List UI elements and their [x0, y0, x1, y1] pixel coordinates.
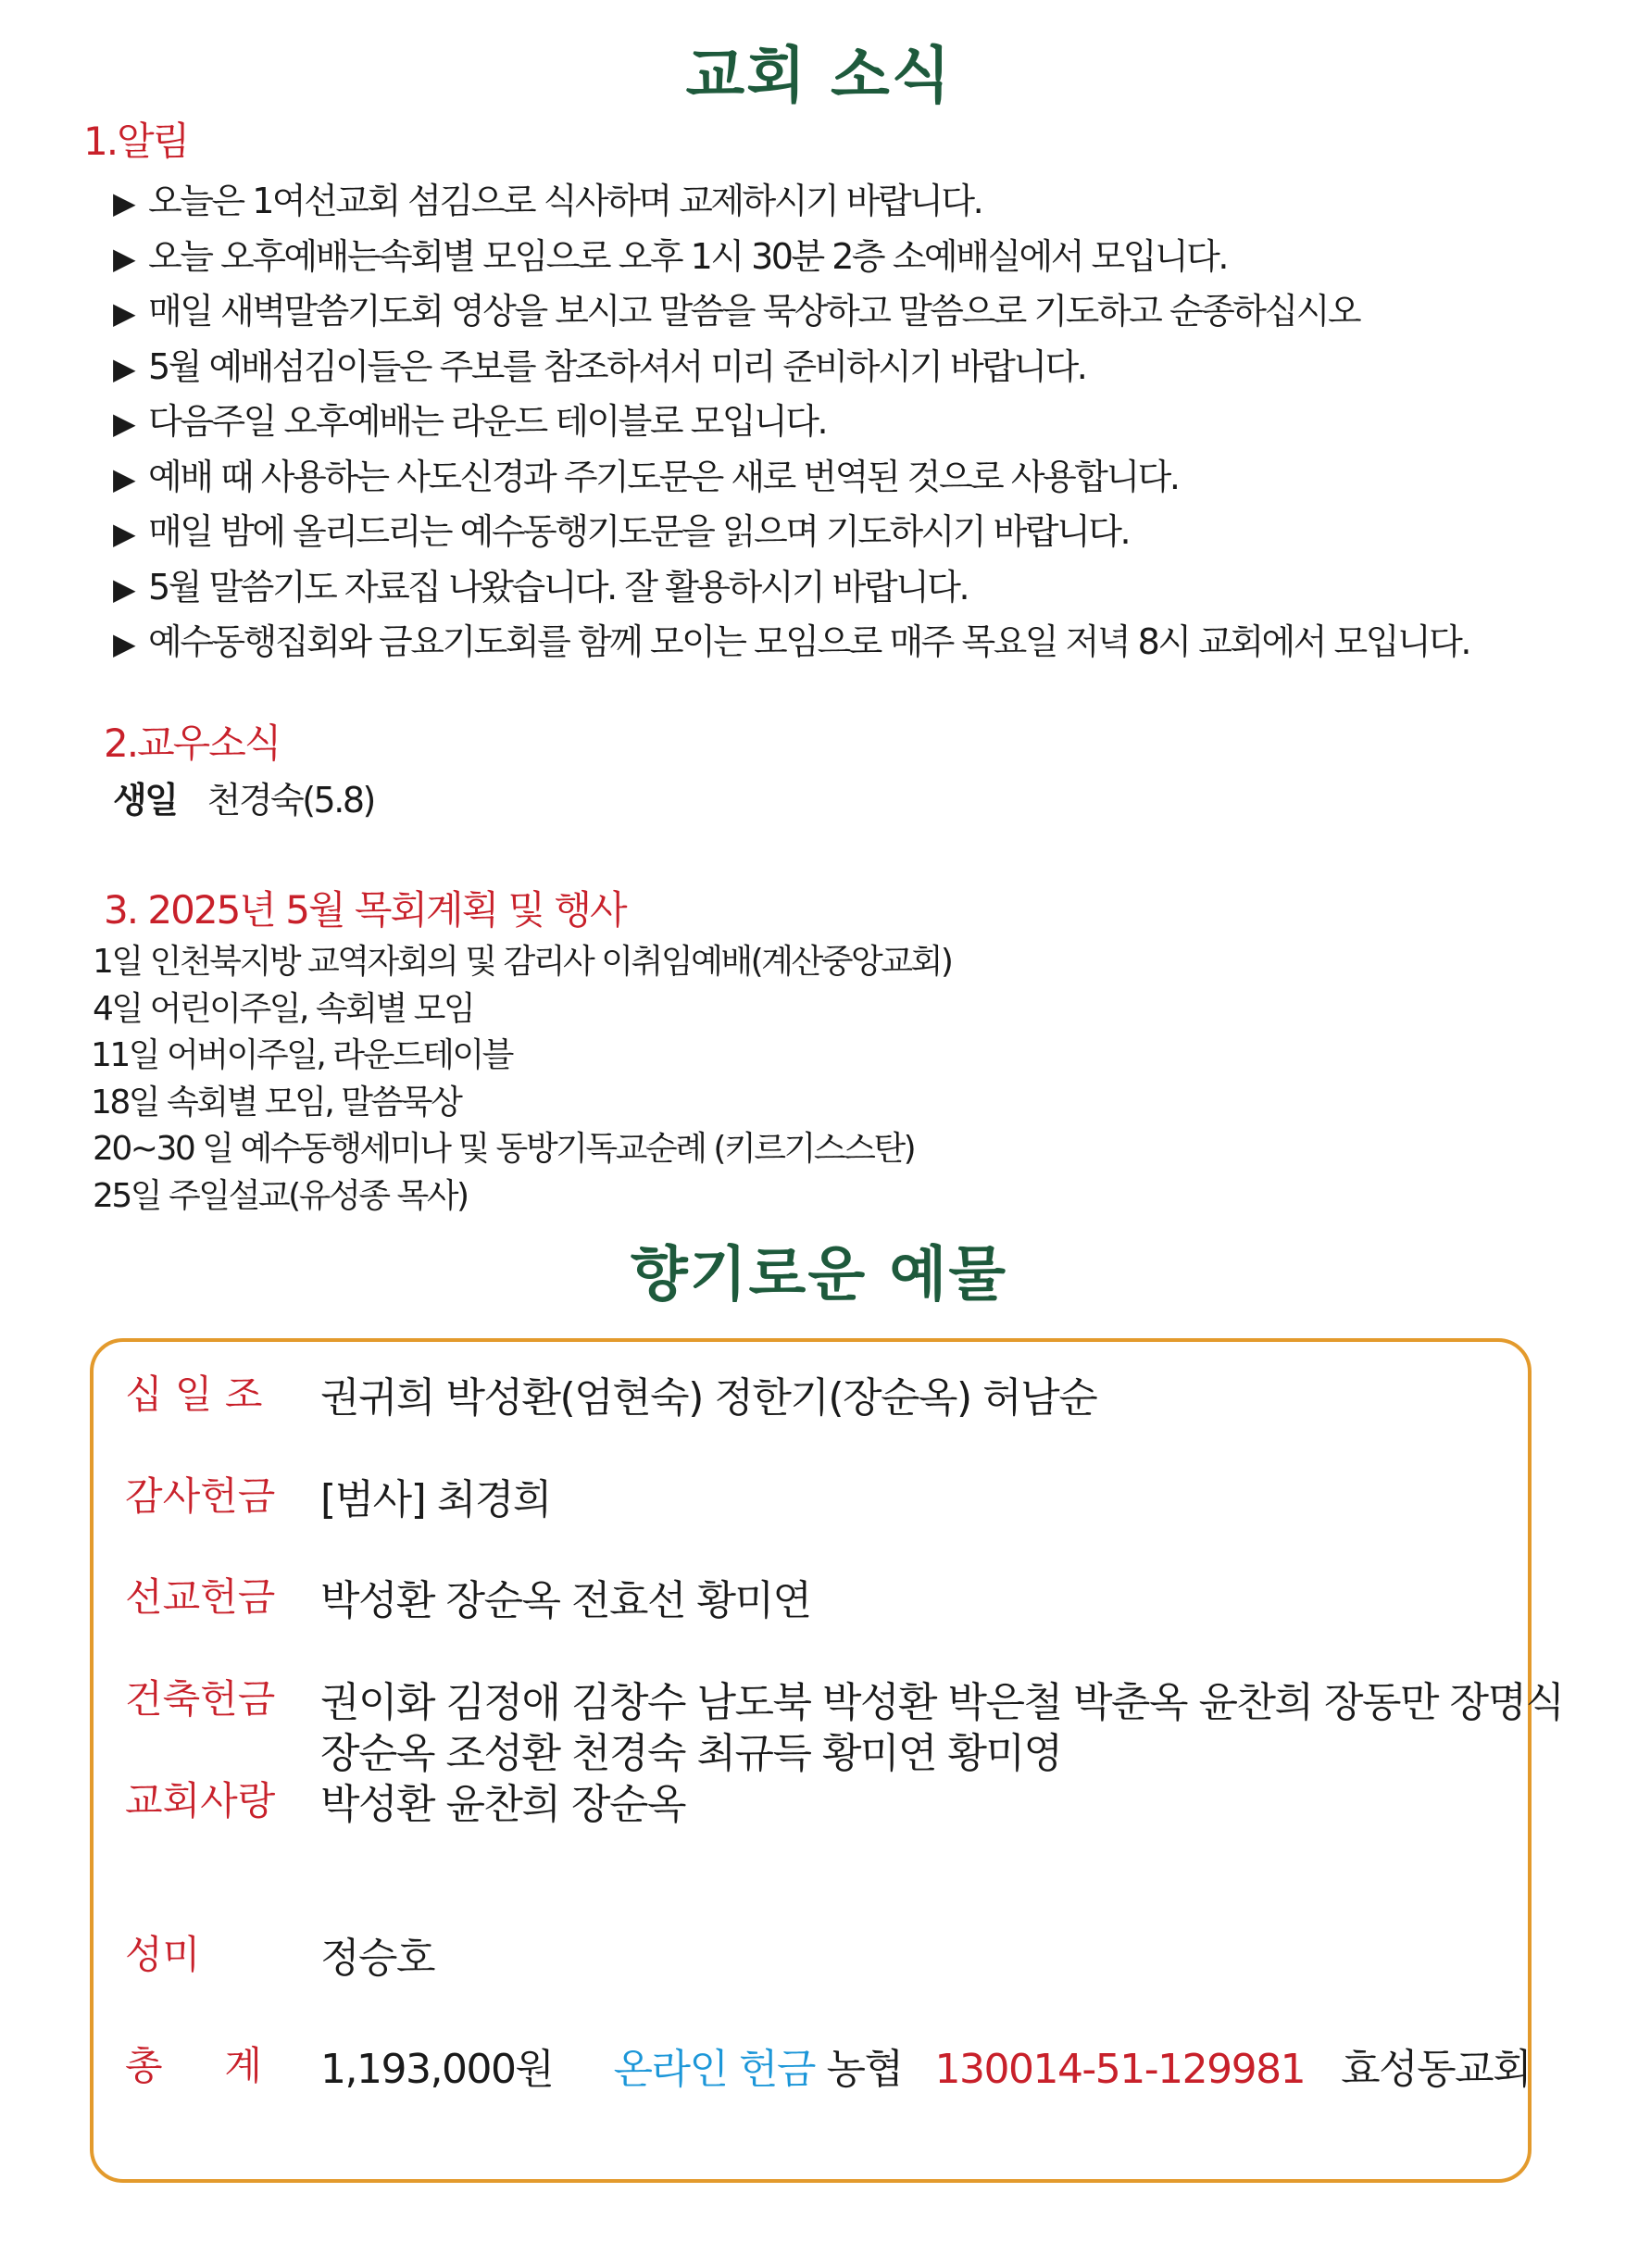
building-text-line1: 권이화 김정애 김창수 남도북 박성환 박은철 박춘옥 윤찬희 장동만 장명식: [320, 1679, 1564, 1726]
mission-text: 박성환 장순옥 전효선 황미연: [320, 1577, 811, 1624]
birthday-text: 천경숙(5.8): [206, 780, 374, 821]
church-love-label: 교회사랑: [125, 1778, 276, 1823]
notice-item: [113, 338, 1085, 389]
triangle-right-icon: ▶: [113, 185, 134, 220]
offering-title: 향기로운 예물: [630, 1241, 1008, 1309]
plan-item: 25일 주일설교(유성종 목사): [93, 1176, 468, 1215]
birthday-row: [113, 771, 374, 822]
triangle-right-icon: ▶: [113, 406, 134, 441]
notice-item-text: 5월 말씀기도 자료집 나왔습니다. 잘 활용하시기 바랍니다.: [148, 566, 969, 608]
notice-item: [113, 613, 1469, 664]
account-number: 130014-51-129981: [934, 2046, 1306, 2093]
notice-item-text: 매일 밤에 올리드리는 예수동행기도문을 읽으며 기도하시기 바랍니다.: [148, 511, 1130, 552]
thanks-text: [범사] 최경희: [320, 1476, 551, 1523]
notice-item: [113, 558, 968, 609]
notice-item-text: 5월 예배섬김이들은 주보를 참조하셔서 미리 준비하시기 바랍니다.: [148, 345, 1086, 387]
notice-heading: 1.알림: [83, 119, 189, 164]
triangle-right-icon: ▶: [113, 350, 134, 386]
total-amount: 1,193,000원: [320, 2046, 554, 2093]
plan-item: 11일 어버이주일, 라운드테이블: [91, 1036, 512, 1074]
notice-item-text: 예배 때 사용하는 사도신경과 주기도문은 새로 번역된 것으로 사용합니다.: [148, 456, 1179, 497]
notice-item-text: 오늘은 1여선교회 섬김으로 식사하며 교제하시기 바랍니다.: [148, 181, 982, 221]
triangle-right-icon: ▶: [113, 295, 134, 331]
notice-item-text: 다음주일 오후예배는 라운드 테이블로 모입니다.: [148, 401, 827, 442]
mission-label: 선교헌금: [125, 1574, 276, 1620]
triangle-right-icon: ▶: [113, 626, 134, 661]
notice-item-text: 예수동행집회와 금요기도회를 함께 모이는 모임으로 매주 목요일 저녁 8시 교회에서 모입니다.: [148, 621, 1469, 662]
birthday-label: 생일: [113, 780, 177, 821]
member-news-heading: 2.교우소식: [104, 720, 281, 766]
notice-item: [113, 172, 982, 223]
plan-item: 20~30 일 예수동행세미나 및 동방기독교순례 (키르기스스탄): [93, 1130, 915, 1168]
plan-item: 4일 어린이주일, 속회별 모임: [93, 989, 474, 1028]
building-label: 건축헌금: [125, 1676, 276, 1722]
total-row: [320, 2036, 1531, 2095]
plan-heading: 3. 2025년 5월 목회계획 및 행사: [104, 887, 626, 933]
notice-item-text: 오늘 오후예배는속회별 모임으로 오후 1시 30분 2층 소예배실에서 모입니다.: [148, 235, 1227, 277]
church-love-text: 박성환 윤찬희 장순옥: [320, 1781, 686, 1828]
tithe-text: 권귀희 박성환(엄현숙) 정한기(장순옥) 허남순: [320, 1374, 1097, 1422]
notice-item: [113, 503, 1129, 554]
notice-item-text: 매일 새벽말씀기도회 영상을 보시고 말씀을 묵상하고 말씀으로 기도하고 순종하십시오: [148, 291, 1360, 332]
triangle-right-icon: ▶: [113, 516, 134, 551]
triangle-right-icon: ▶: [113, 240, 134, 276]
thanks-label: 감사헌금: [125, 1473, 276, 1519]
notice-item: [113, 448, 1178, 499]
bank-name: 농협: [826, 2046, 903, 2093]
notice-item: [113, 282, 1359, 333]
triangle-right-icon: ▶: [113, 460, 134, 496]
notice-item: [113, 393, 826, 444]
page-title: 교회 소식: [685, 40, 953, 111]
online-offering-label: 온라인 헌금: [613, 2046, 815, 2093]
tithe-label: 십 일 조: [125, 1372, 263, 1417]
rice-label: 성미: [125, 1932, 201, 1977]
account-holder: 효성동교회: [1341, 2046, 1532, 2093]
plan-item: 18일 속회별 모임, 말씀묵상: [91, 1083, 461, 1121]
rice-text: 정승호: [320, 1935, 435, 1982]
plan-item: 1일 인천북지방 교역자회의 및 감리사 이취임예배(계산중앙교회): [93, 943, 952, 981]
total-label: 총 계: [125, 2043, 262, 2088]
triangle-right-icon: ▶: [113, 570, 134, 607]
building-text-line2: 장순옥 조성환 천경숙 최규득 황미연 황미영: [320, 1730, 1062, 1777]
notice-item: [113, 228, 1227, 279]
